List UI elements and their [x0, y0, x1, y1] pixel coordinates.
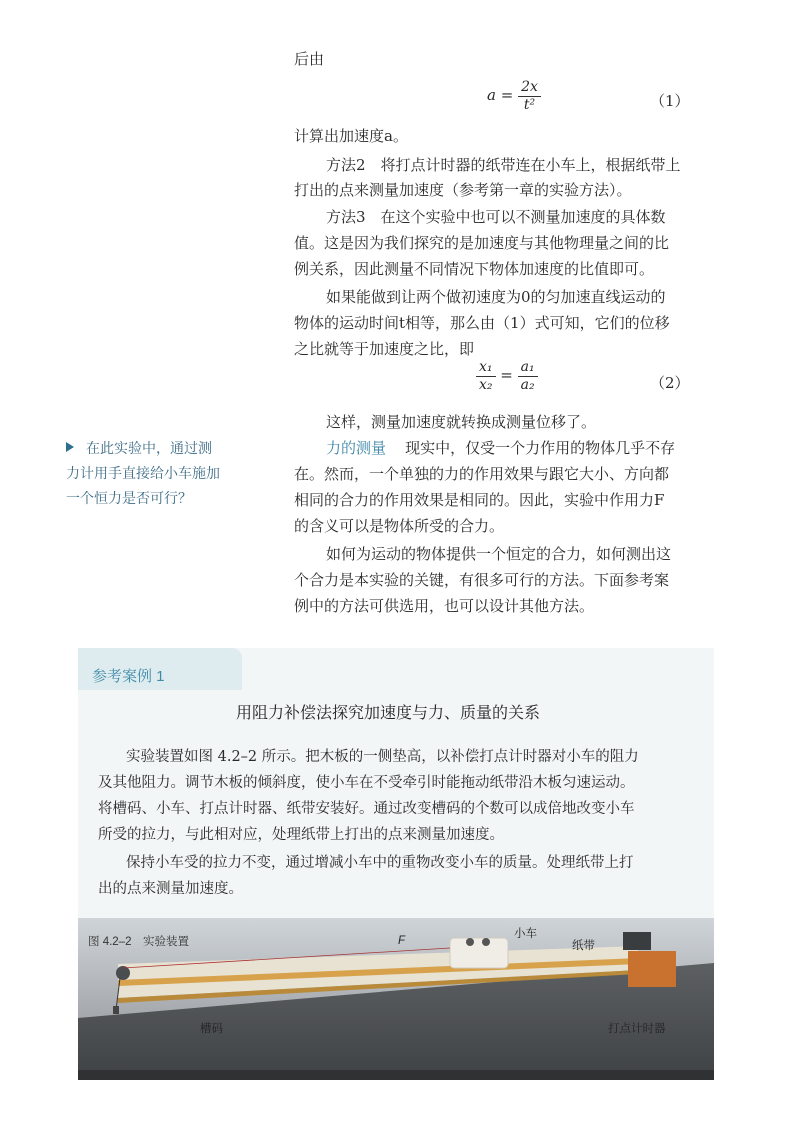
force-label: F	[398, 935, 406, 947]
side-note-line: 力计用手直接给小车施加	[66, 466, 220, 482]
text-line: 方法2 将打点计时器的纸带连在小车上，根据纸带上	[326, 156, 681, 174]
eq2-left-denominator: x₂	[479, 376, 493, 393]
eq2-right-numerator: a₁	[518, 360, 538, 377]
text-line: 在。然而，一个单独的力的作用效果与跟它大小、方向都	[294, 465, 670, 483]
equation-2-number: （2）	[650, 374, 690, 392]
eq1-numerator: 2x	[518, 80, 541, 97]
text-line: 物体的运动时间t相等，那么由（1）式可知，它们的位移	[294, 314, 670, 332]
text-run: 现实中，仅受一个力作用的物体几乎不存	[405, 439, 676, 457]
tape-label: 纸带	[572, 940, 595, 952]
weight-label: 槽码	[200, 1023, 223, 1035]
case-text-line: 所受的拉力，与此相对应，处理纸带上打出的点来测量加速度。	[98, 827, 504, 843]
text-line	[326, 441, 675, 456]
text-line: 之比就等于加速度之比，即	[294, 340, 475, 358]
text-line: 例关系，因此测量不同情况下物体加速度的比值即可。	[294, 260, 655, 278]
text-line: 值。这是因为我们探究的是加速度与其他物理量之间的比	[294, 234, 670, 252]
cart-label: 小车	[514, 928, 537, 940]
eq2-left-fraction	[476, 360, 496, 392]
triangle-bullet-icon	[66, 442, 74, 452]
text-line: 后由	[294, 50, 325, 68]
text-line: 打出的点来测量加速度（参考第一章的实验方法）。	[294, 181, 632, 199]
equation-1	[487, 80, 541, 112]
case-label: 参考案例 1	[92, 668, 165, 685]
timer-label: 打点计时器	[608, 1023, 666, 1035]
equation-1-number: （1）	[650, 92, 690, 110]
case-text-line: 保持小车受的拉力不变，通过增减小车中的重物改变小车的质量。处理纸带上打	[126, 855, 634, 871]
eq1-fraction	[518, 80, 541, 112]
text-line: 如果能做到让两个做初速度为0的匀加速直线运动的	[326, 288, 666, 306]
eq2-right-denominator: a₂	[520, 376, 535, 393]
text-line: 这样，测量加速度就转换成测量位移了。	[326, 413, 597, 431]
eq2-left-numerator: x₁	[476, 360, 496, 377]
text-line: 计算出加速度a。	[294, 127, 408, 145]
eq1-lhs: a =	[487, 86, 514, 105]
text-line: 的含义可以是物体所受的合力。	[294, 517, 505, 535]
case-text-line: 出的点来测量加速度。	[98, 881, 243, 897]
text-line: 相同的合力的作用效果是相同的。因此，实验中作用力F	[294, 491, 665, 509]
text-line: 方法3 在这个实验中也可以不测量加速度的具体数	[326, 208, 666, 226]
case-text-line: 将槽码、小车、打点计时器、纸带安装好。通过改变槽码的个数可以成倍地改变小车	[98, 801, 635, 817]
text-line: 如何为运动的物体提供一个恒定的合力，如何测出这	[326, 545, 672, 563]
text-line: 个合力是本实验的关键，有很多可行的方法。下面参考案	[294, 571, 670, 589]
force-measure-heading: 力的测量	[326, 439, 387, 457]
eq1-denominator: t²	[523, 96, 536, 113]
case-text-line: 实验装置如图 4.2–2 所示。把木板的一侧垫高，以补偿打点计时器对小车的阻力	[126, 749, 639, 765]
side-note-line: 在此实验中，通过测	[86, 441, 212, 457]
figure-caption: 图 4.2–2 实验装置	[88, 936, 189, 948]
side-note	[66, 437, 276, 512]
text-line: 例中的方法可供选用，也可以设计其他方法。	[294, 597, 595, 615]
side-note-line: 一个恒力是否可行？	[66, 491, 192, 507]
case-title: 用阻力补偿法探究加速度与力、质量的关系	[236, 705, 541, 722]
eq2-right-fraction	[518, 360, 538, 392]
eq2-equals: =	[500, 366, 513, 385]
equation-2	[476, 360, 538, 392]
case-text-line: 及其他阻力。调节木板的倾斜度，使小车在不受牵引时能拖动纸带沿木板匀速运动。	[98, 775, 635, 791]
